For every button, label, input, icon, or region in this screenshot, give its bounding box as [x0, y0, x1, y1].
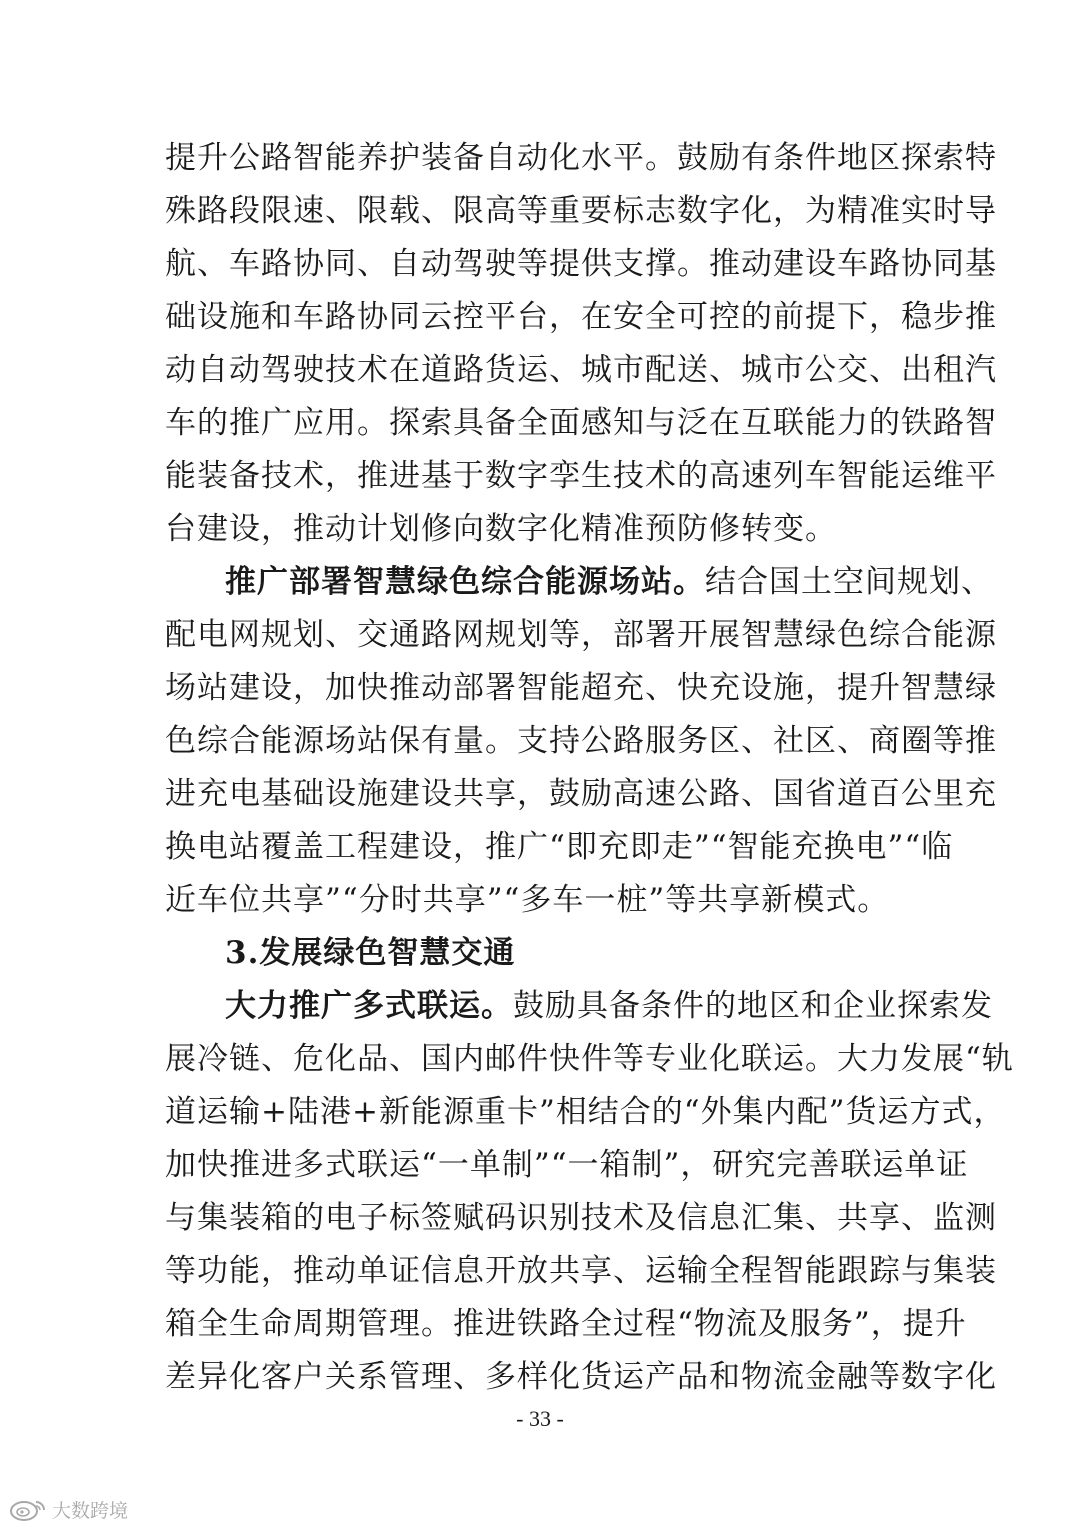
document-body	[165, 132, 1014, 1404]
text-line: 色综合能源场站保有量。支持公路服务区、社区、商圈等推	[165, 723, 997, 759]
text-line: 能装备技术，推进基于数字孪生技术的高速列车智能运维平	[165, 458, 997, 494]
text-line: 配电网规划、交通路网规划等，部署开展智慧绿色综合能源	[165, 617, 997, 653]
text-line: 台建设，推动计划修向数字化精准预防修转变。	[165, 511, 837, 547]
paragraph-2	[165, 556, 997, 927]
text-span: 结合国土空间规划、	[705, 564, 993, 600]
text-line: 动自动驾驶技术在道路货运、城市配送、城市公交、出租汽	[165, 352, 997, 388]
paragraph-1	[165, 132, 997, 556]
text-line: 箱全生命周期管理。推进铁路全过程“物流及服务”，提升	[165, 1306, 967, 1342]
text-line: 展冷链、危化品、国内邮件快件等专业化联运。大力发展“轨	[165, 1041, 1014, 1077]
page-number: - 33 -	[516, 1406, 564, 1431]
text-line: 换电站覆盖工程建设，推广“即充即走”“智能充换电”“临	[165, 829, 954, 865]
paragraph-heading: 推广部署智慧绿色综合能源场站。	[225, 564, 705, 600]
text-line: 航、车路协同、自动驾驶等提供支撑。推动建设车路协同基	[165, 246, 997, 282]
text-line: 与集装箱的电子标签赋码识别技术及信息汇集、共享、监测	[165, 1200, 997, 1236]
text-line: 等功能，推动单证信息开放共享、运输全程智能跟踪与集装	[165, 1253, 997, 1289]
text-line: 进充电基础设施建设共享，鼓励高速公路、国省道百公里充	[165, 776, 997, 812]
weibo-logo-icon	[8, 1496, 48, 1522]
text-line: 近车位共享”“分时共享”“多车一桩”等共享新模式。	[165, 882, 890, 918]
text-line: 道运输+陆港+新能源重卡”相结合的“外集内配”货运方式，	[165, 1094, 1006, 1130]
text-line: 础设施和车路协同云控平台，在安全可控的前提下，稳步推	[165, 299, 997, 335]
paragraph-first-line	[165, 980, 993, 1033]
text-line: 场站建设，加快推动部署智能超充、快充设施，提升智慧绿	[165, 670, 997, 706]
text-line: 加快推进多式联运“一单制”“一箱制”，研究完善联运单证	[165, 1147, 969, 1183]
text-line: 差异化客户关系管理、多样化货运产品和物流金融等数字化	[165, 1359, 997, 1395]
section-heading: 3.发展绿色智慧交通	[225, 935, 516, 971]
text-line: 殊路段限速、限载、限高等重要标志数字化，为精准实时导	[165, 193, 997, 229]
paragraph-heading: 大力推广多式联运。	[225, 988, 513, 1024]
text-span: 鼓励具备条件的地区和企业探索发	[513, 988, 993, 1024]
text-line: 车的推广应用。探索具备全面感知与泛在互联能力的铁路智	[165, 405, 997, 441]
watermark	[8, 1492, 128, 1526]
watermark-text: 大数跨境	[52, 1499, 129, 1522]
paragraph-3	[165, 980, 1014, 1404]
paragraph-first-line	[165, 556, 993, 609]
text-line: 提升公路智能养护装备自动化水平。鼓励有条件地区探索特	[165, 140, 997, 176]
